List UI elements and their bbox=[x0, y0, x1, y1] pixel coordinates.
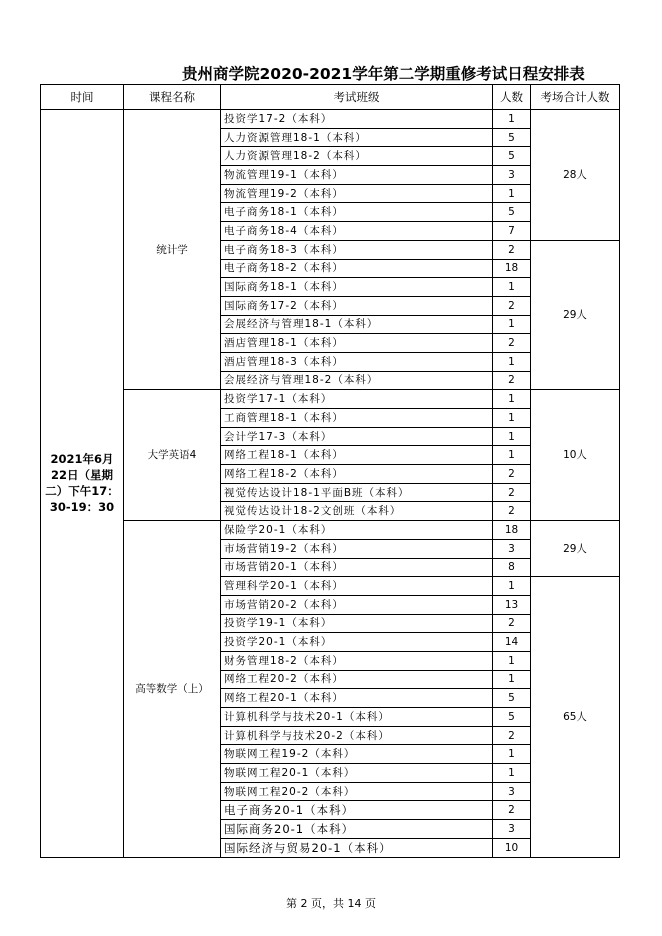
student-count: 5 bbox=[493, 708, 531, 727]
exam-class: 保险学20-1（本科） bbox=[221, 521, 493, 540]
exam-class: 工商管理18-1（本科） bbox=[221, 409, 493, 428]
exam-class: 市场营销20-1（本科） bbox=[221, 558, 493, 577]
exam-class: 网络工程18-1（本科） bbox=[221, 446, 493, 465]
room-total: 28人 bbox=[531, 110, 620, 241]
page-footer: 第 2 页，共 14 页 bbox=[286, 897, 376, 910]
exam-class: 物流管理19-1（本科） bbox=[221, 166, 493, 185]
exam-class: 物流管理19-2（本科） bbox=[221, 184, 493, 203]
student-count: 2 bbox=[493, 614, 531, 633]
course-statistics: 统计学 bbox=[124, 110, 221, 390]
exam-class: 人力资源管理18-2（本科） bbox=[221, 147, 493, 166]
exam-class: 物联网工程20-1（本科） bbox=[221, 764, 493, 783]
course-english: 大学英语4 bbox=[124, 390, 221, 521]
student-count: 5 bbox=[493, 689, 531, 708]
table-row bbox=[41, 110, 620, 129]
student-count: 2 bbox=[493, 296, 531, 315]
exam-class: 物联网工程20-2（本科） bbox=[221, 782, 493, 801]
student-count: 2 bbox=[493, 726, 531, 745]
exam-class: 市场营销19-2（本科） bbox=[221, 539, 493, 558]
exam-class: 物联网工程19-2（本科） bbox=[221, 745, 493, 764]
header-course: 课程名称 bbox=[124, 85, 221, 110]
student-count: 1 bbox=[493, 577, 531, 596]
exam-schedule-table bbox=[40, 84, 620, 858]
exam-class: 网络工程20-2（本科） bbox=[221, 670, 493, 689]
exam-class: 国际商务20-1（本科） bbox=[221, 820, 493, 839]
student-count: 1 bbox=[493, 670, 531, 689]
student-count: 2 bbox=[493, 502, 531, 521]
exam-class: 电子商务20-1（本科） bbox=[221, 801, 493, 820]
student-count: 3 bbox=[493, 820, 531, 839]
header-total: 考场合计人数 bbox=[531, 85, 620, 110]
exam-class: 视觉传达设计18-1平面B班（本科） bbox=[221, 483, 493, 502]
exam-class: 网络工程20-1（本科） bbox=[221, 689, 493, 708]
student-count: 5 bbox=[493, 147, 531, 166]
student-count: 3 bbox=[493, 166, 531, 185]
exam-class: 财务管理18-2（本科） bbox=[221, 651, 493, 670]
student-count: 2 bbox=[493, 465, 531, 484]
exam-class: 电子商务18-1（本科） bbox=[221, 203, 493, 222]
table-row bbox=[41, 521, 620, 540]
student-count: 14 bbox=[493, 633, 531, 652]
student-count: 1 bbox=[493, 446, 531, 465]
student-count: 1 bbox=[493, 315, 531, 334]
header-row bbox=[41, 85, 620, 110]
header-time: 时间 bbox=[41, 85, 124, 110]
exam-class: 计算机科学与技术20-2（本科） bbox=[221, 726, 493, 745]
room-total: 10人 bbox=[531, 390, 620, 521]
room-total: 65人 bbox=[531, 577, 620, 857]
student-count: 2 bbox=[493, 801, 531, 820]
exam-class: 电子商务18-2（本科） bbox=[221, 259, 493, 278]
header-count: 人数 bbox=[493, 85, 531, 110]
exam-class: 计算机科学与技术20-1（本科） bbox=[221, 708, 493, 727]
student-count: 1 bbox=[493, 651, 531, 670]
exam-class: 会展经济与管理18-1（本科） bbox=[221, 315, 493, 334]
exam-class: 投资学17-2（本科） bbox=[221, 110, 493, 129]
student-count: 2 bbox=[493, 334, 531, 353]
exam-class: 人力资源管理18-1（本科） bbox=[221, 128, 493, 147]
exam-class: 网络工程18-2（本科） bbox=[221, 465, 493, 484]
student-count: 3 bbox=[493, 539, 531, 558]
header-class: 考试班级 bbox=[221, 85, 493, 110]
student-count: 2 bbox=[493, 483, 531, 502]
exam-class: 酒店管理18-1（本科） bbox=[221, 334, 493, 353]
student-count: 1 bbox=[493, 110, 531, 129]
room-total: 29人 bbox=[531, 240, 620, 390]
exam-class: 电子商务18-3（本科） bbox=[221, 240, 493, 259]
exam-class: 电子商务18-4（本科） bbox=[221, 222, 493, 241]
student-count: 2 bbox=[493, 371, 531, 390]
student-count: 1 bbox=[493, 352, 531, 371]
page-title: 贵州商学院2020-2021学年第二学期重修考试日程安排表 bbox=[182, 65, 585, 83]
student-count: 13 bbox=[493, 595, 531, 614]
exam-class: 酒店管理18-3（本科） bbox=[221, 352, 493, 371]
student-count: 1 bbox=[493, 278, 531, 297]
exam-class: 视觉传达设计18-2文创班（本科） bbox=[221, 502, 493, 521]
student-count: 1 bbox=[493, 390, 531, 409]
student-count: 5 bbox=[493, 203, 531, 222]
exam-class: 管理科学20-1（本科） bbox=[221, 577, 493, 596]
student-count: 1 bbox=[493, 745, 531, 764]
exam-class: 投资学17-1（本科） bbox=[221, 390, 493, 409]
student-count: 3 bbox=[493, 782, 531, 801]
student-count: 18 bbox=[493, 521, 531, 540]
student-count: 10 bbox=[493, 838, 531, 857]
room-total: 29人 bbox=[531, 521, 620, 577]
exam-class: 国际商务17-2（本科） bbox=[221, 296, 493, 315]
table-row bbox=[41, 390, 620, 409]
student-count: 5 bbox=[493, 128, 531, 147]
exam-class: 国际经济与贸易20-1（本科） bbox=[221, 838, 493, 857]
student-count: 2 bbox=[493, 240, 531, 259]
exam-class: 国际商务18-1（本科） bbox=[221, 278, 493, 297]
student-count: 1 bbox=[493, 764, 531, 783]
student-count: 7 bbox=[493, 222, 531, 241]
exam-class: 会展经济与管理18-2（本科） bbox=[221, 371, 493, 390]
course-math: 高等数学（上） bbox=[124, 521, 221, 857]
exam-class: 会计学17-3（本科） bbox=[221, 427, 493, 446]
exam-class: 投资学20-1（本科） bbox=[221, 633, 493, 652]
exam-time: 2021年6月22日（星期二）下午17：30-19：30 bbox=[41, 110, 124, 858]
exam-class: 投资学19-1（本科） bbox=[221, 614, 493, 633]
student-count: 1 bbox=[493, 184, 531, 203]
student-count: 18 bbox=[493, 259, 531, 278]
student-count: 1 bbox=[493, 409, 531, 428]
student-count: 8 bbox=[493, 558, 531, 577]
student-count: 1 bbox=[493, 427, 531, 446]
exam-class: 市场营销20-2（本科） bbox=[221, 595, 493, 614]
